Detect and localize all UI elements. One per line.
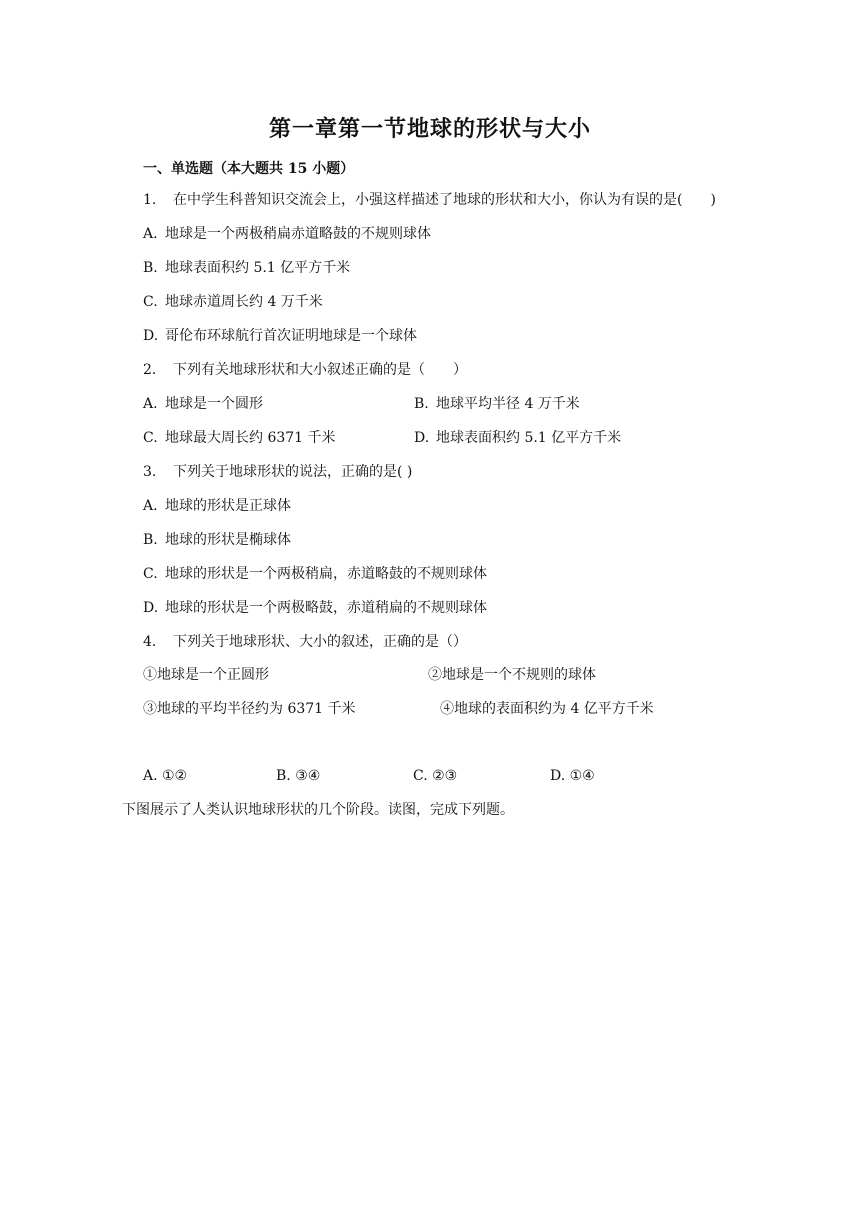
question-1	[143, 191, 716, 209]
question-number: 1.	[143, 192, 157, 208]
question-text: 下列关于地球形状、大小的叙述，正确的是（）	[173, 634, 467, 650]
option-text: 地球是一个圆形	[165, 396, 263, 412]
option-text: 哥伦布环球航行首次证明地球是一个球体	[165, 328, 417, 344]
q4-option-d: D. ①④	[550, 768, 595, 784]
question-number: 2.	[143, 362, 157, 378]
option-text: 地球的形状是椭球体	[165, 532, 291, 548]
option-label: D.	[143, 600, 159, 616]
q4-statement-3: ③地球的平均半径约为 6371 千米	[143, 701, 356, 717]
q4-statement-4: ④地球的表面积约为 4 亿平方千米	[440, 701, 654, 717]
q3-option-d	[143, 599, 487, 617]
option-label: D.	[143, 328, 159, 344]
q4-statement-1: ①地球是一个正圆形	[143, 667, 269, 683]
q3-option-c	[143, 565, 487, 583]
option-label: A.	[143, 396, 158, 412]
option-label: B.	[414, 396, 429, 412]
q1-option-c	[143, 293, 323, 311]
section-heading: 一、单选题（本大题共 15 小题）	[143, 161, 355, 177]
question-text: 下列关于地球形状的说法，正确的是( )	[173, 464, 413, 480]
passage-text: 下图展示了人类认识地球形状的几个阶段。读图，完成下列题。	[122, 802, 514, 818]
option-text: 地球平均半径 4 万千米	[436, 396, 580, 412]
option-label: A.	[143, 226, 158, 242]
q3-option-b	[143, 531, 291, 549]
q1-option-a	[143, 225, 431, 243]
q4-statement-2: ②地球是一个不规则的球体	[428, 667, 596, 683]
option-label: C.	[143, 566, 158, 582]
q4-option-a: A. ①②	[143, 768, 188, 784]
option-label: D.	[414, 430, 430, 446]
question-text: 下列有关地球形状和大小叙述正确的是（ ）	[173, 362, 467, 378]
option-text: 地球最大周长约 6371 千米	[165, 430, 336, 446]
question-number: 3.	[143, 464, 157, 480]
option-label: A.	[143, 498, 158, 514]
q3-option-a	[143, 497, 291, 515]
option-text: 地球的形状是一个两极稍扁，赤道略鼓的不规则球体	[165, 566, 487, 582]
q1-option-d	[143, 327, 417, 345]
option-text: 地球赤道周长约 4 万千米	[165, 294, 323, 310]
q1-option-b	[143, 259, 350, 277]
question-number: 4.	[143, 634, 157, 650]
option-text: 地球表面积约 5.1 亿平方千米	[436, 430, 622, 446]
option-text: 地球的形状是一个两极略鼓，赤道稍扁的不规则球体	[165, 600, 487, 616]
question-4	[143, 633, 467, 651]
question-2	[143, 361, 467, 379]
q2-option-c	[143, 429, 336, 447]
option-text: 地球表面积约 5.1 亿平方千米	[165, 260, 351, 276]
option-label: C.	[143, 294, 158, 310]
question-text: 在中学生科普知识交流会上，小强这样描述了地球的形状和大小，你认为有误的是( )	[173, 192, 716, 208]
question-3	[143, 463, 412, 481]
option-label: C.	[143, 430, 158, 446]
q2-option-d	[414, 429, 621, 447]
option-label: B.	[143, 260, 158, 276]
option-label: B.	[143, 532, 158, 548]
q2-option-a	[143, 395, 263, 413]
q2-option-b	[414, 395, 580, 413]
option-text: 地球是一个两极稍扁赤道略鼓的不规则球体	[165, 226, 431, 242]
option-text: 地球的形状是正球体	[165, 498, 291, 514]
q4-option-c: C. ②③	[413, 768, 458, 784]
page-title: 第一章第一节地球的形状与大小	[268, 116, 591, 142]
q4-option-b: B. ③④	[276, 768, 321, 784]
